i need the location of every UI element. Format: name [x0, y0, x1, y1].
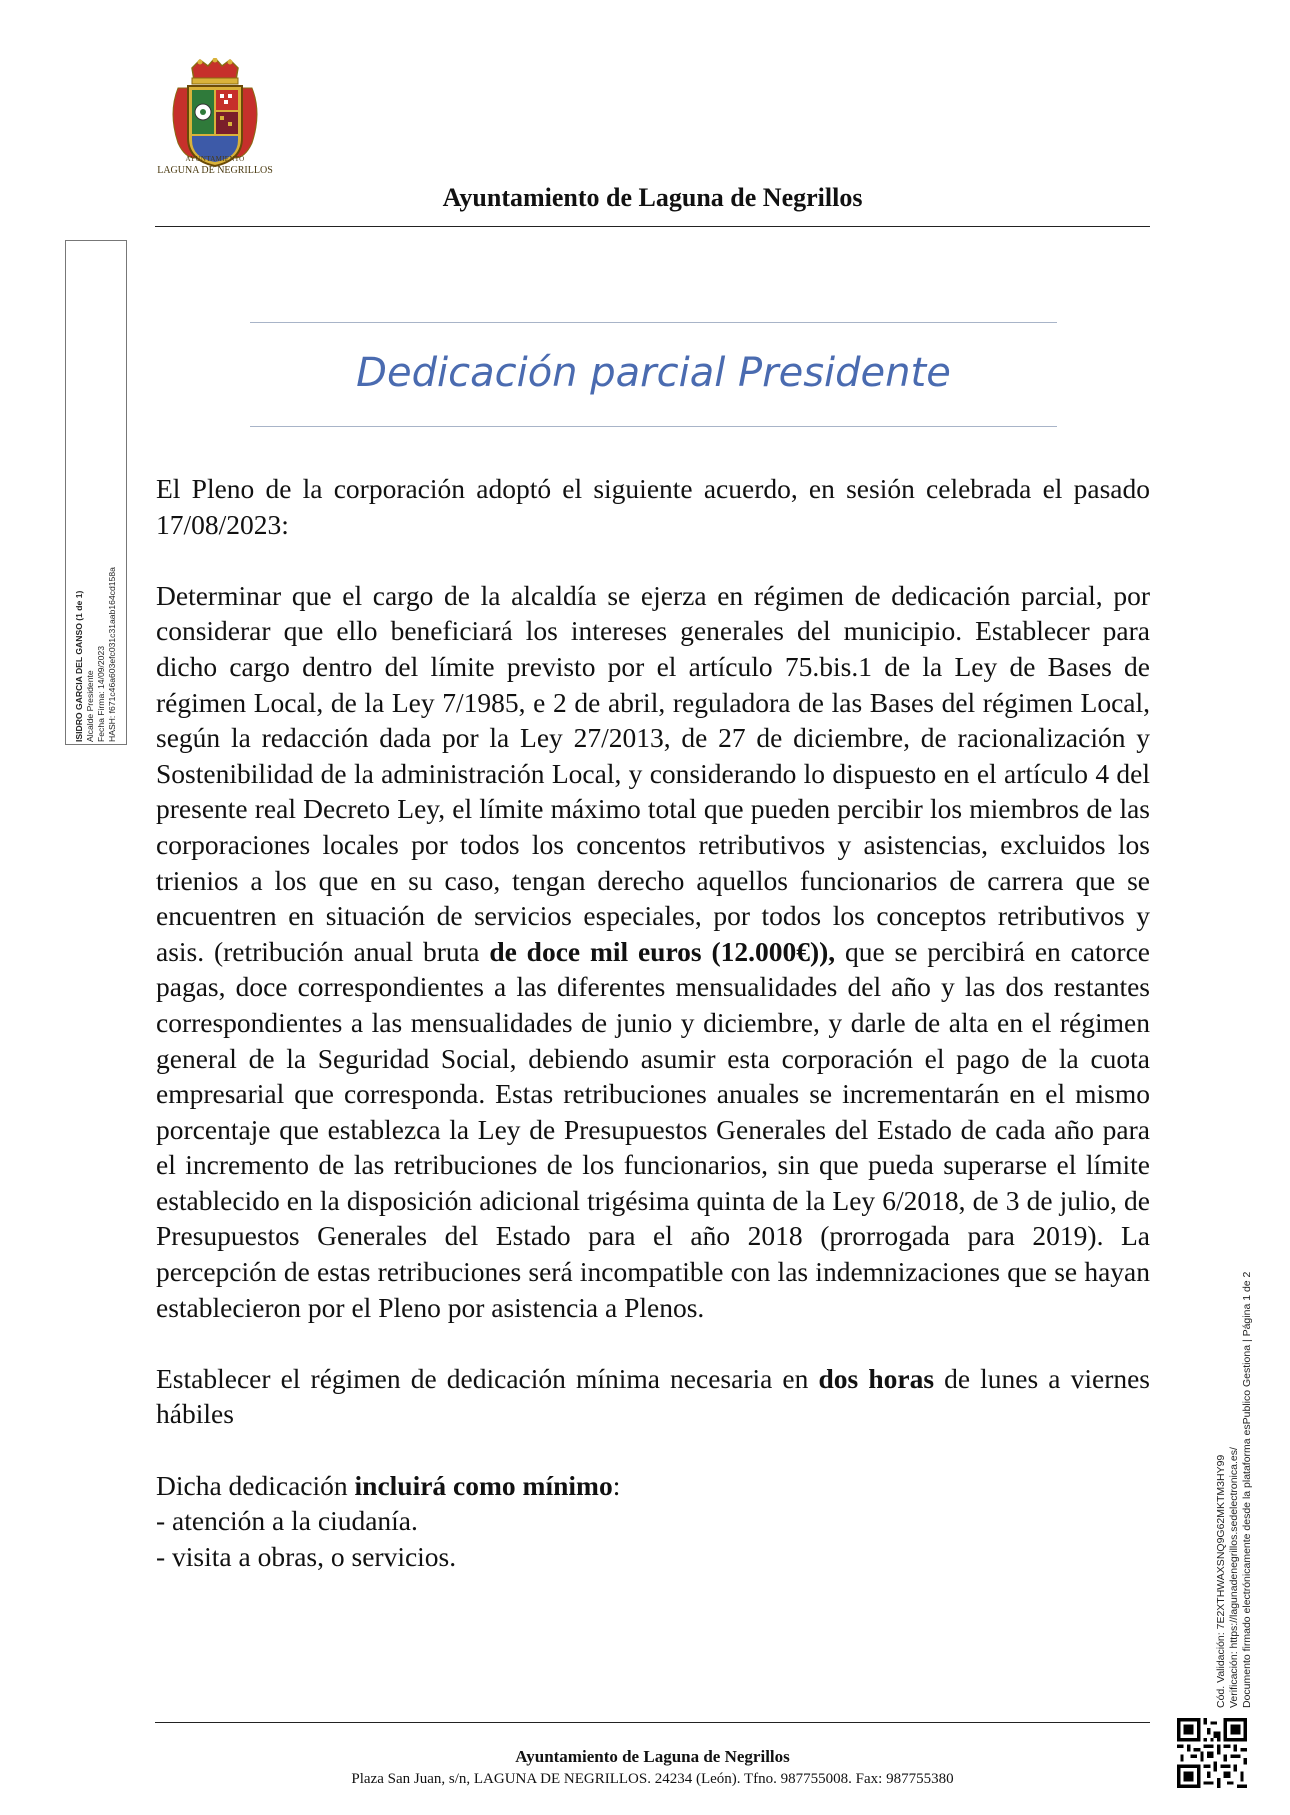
footer-organization: Ayuntamiento de Laguna de Negrillos	[515, 1747, 790, 1766]
hours-amount: dos horas	[818, 1362, 935, 1394]
validation-code: Cód. Validación: 7E2XTHWAXSNQ9G62MKTM3HY99	[1215, 1454, 1227, 1708]
paragraph-duties: Dicha dedicación incluirá como mínimo:	[156, 1469, 621, 1501]
signer-role: Alcalde Presidente	[85, 670, 95, 742]
title-divider-bottom	[250, 426, 1057, 427]
paragraph-hours: Establecer el régimen de dedicación mínima necesaria en dos horas de lunes a viernes hábiles	[156, 1362, 1151, 1430]
qr-code-icon	[1177, 1718, 1247, 1788]
signature-date: Fecha Firma: 14/09/2023	[96, 645, 106, 742]
document-body	[156, 471, 1150, 1574]
signature-hash: HASH: f671c46a603efc031c31aab164cd158a	[107, 567, 117, 742]
salary-amount: de doce mil euros (12.000€)),	[489, 935, 836, 967]
list-item: - visita a obras, o servicios.	[156, 1540, 457, 1572]
title-divider-top	[250, 322, 1057, 323]
paragraph-agreement: Determinar que el cargo de la alcaldía se ejerza en régimen de dedicación parcial, por considerar que ello beneficiará los intereses generales del municipio. Establecer para dicho cargo dentro del límite previsto por el artículo 75.bis.1 de la Ley de Bases de régimen Local, de la Ley 7/1985, e 2 de abril, reguladora de las Bases del régimen Local, según la redacción dada por la Ley 27/2013, de 27 de diciembre, de racionalización y Sostenibilidad de la administración Local, y considerando lo dispuesto en el artículo 4 del presente real Decreto Ley, el límite máximo total que pueden percibir los miembros de las corporaciones locales por todos los concentos retributivos y asistencias, excluidos los trienios a los que en su caso, tengan derecho aquellos funcionarios de carrera que se encuentren en situación de servicios especiales, por todos los conceptos retributivos y asis. (retribución anual bruta de doce mil euros (12.000€)), que se percibirá en catorce pagas, doce correspondientes a las diferentes mensualidades del año y las dos restantes correspondientes a las mensualidades de junio y diciembre, y darle de alta en el régimen general de la Seguridad Social, debiendo asumir esta corporación el pago de la cuota empresarial que corresponda. Estas retribuciones anuales se incrementarán en el mismo porcentaje que establezca la Ley de Presupuestos Generales del Estado de cada año para el incremento de las retribuciones de los funcionarios, sin que pueda superarse el límite establecido en la disposición adicional trigésima quinta de la Ley 6/2018, de 3 de julio, de Presupuestos Generales del Estado para el año 2018 (prorrogada para 2019). La percepción de estas retribuciones será incompatible con las indemnizaciones que se hayan establecieron por el Pleno por asistencia a Plenos.	[156, 579, 1151, 1323]
logo-caption: AYUNTAMIENTO	[185, 155, 245, 163]
list-item: - atención a la ciudanía.	[156, 1505, 418, 1537]
footer-divider	[155, 1722, 1150, 1723]
document-title: Dedicación parcial Presidente	[356, 350, 951, 396]
signature-platform-note: Documento firmado electrónicamente desde la plataforma esPublico Gestiona | Página 1 de 2	[1241, 1271, 1253, 1708]
paragraph-intro: El Pleno de la corporación adoptó el siguiente acuerdo, en sesión celebrada el pasado 17/08/2023:	[156, 473, 1150, 540]
verification-url[interactable]: Verificación: https://lagunadenegrillos.sedelectronica.es/	[1228, 1447, 1240, 1708]
header-divider	[155, 226, 1150, 227]
footer-address: Plaza San Juan, s/n, LAGUNA DE NEGRILLOS. 24234 (León). Tfno. 987755008. Fax: 987755380	[351, 1771, 954, 1787]
header-title: Ayuntamiento de Laguna de Negrillos	[442, 183, 863, 212]
logo-caption-town: LAGUNA DE NEGRILLOS	[157, 165, 273, 176]
signer-name: ISIDRO GARCIA DEL GANSO (1 de 1)	[74, 590, 84, 742]
